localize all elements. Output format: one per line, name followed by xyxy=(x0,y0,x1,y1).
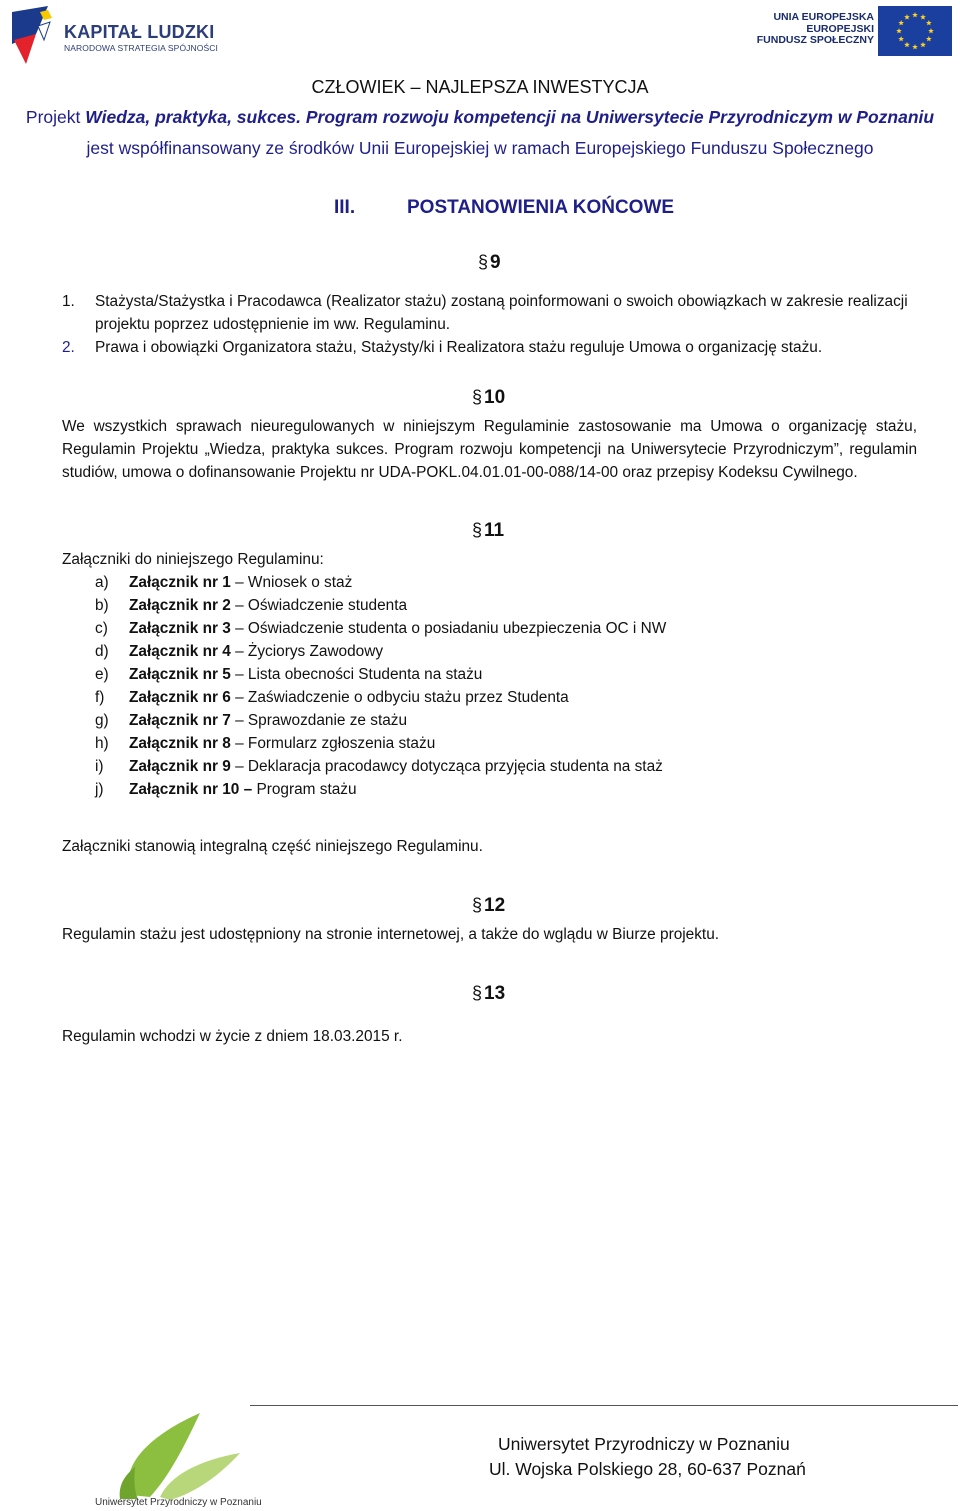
attachment-letter: c) xyxy=(95,620,108,637)
attachment-name: Załącznik nr 6 xyxy=(129,689,231,706)
attachment-item xyxy=(95,778,666,801)
project-prefix: Projekt xyxy=(25,107,86,127)
eu-line-1: UNIA EUROPEJSKA xyxy=(773,11,874,23)
attachment-dash: – xyxy=(230,689,248,706)
attachment-description: Życiorys Zawodowy xyxy=(247,643,384,660)
attachments-intro: Załączniki do niniejszego Regulaminu: xyxy=(62,551,324,568)
attachment-description: Deklaracja pracodawcy dotycząca przyjęcia studenta na staż xyxy=(247,758,663,775)
attachment-dash: – xyxy=(230,666,248,683)
attachment-description: Program stażu xyxy=(256,781,357,798)
item-text: Stażysta/Stażystka i Pracodawca (Realizator stażu) zostaną poinformowani o swoich obowiązkach w zakresie realizacji projektu poprzez udostępnienie im ww. Regulaminu. xyxy=(95,293,908,333)
paragraph-11-number: 11 xyxy=(484,520,505,541)
attachment-dash: – xyxy=(230,758,248,775)
eu-flag-icon xyxy=(878,6,952,56)
attachment-dash: – xyxy=(230,597,248,614)
attachment-name: Załącznik nr 10 xyxy=(129,781,240,798)
attachment-description: Oświadczenie studenta o posiadaniu ubezpieczenia OC i NW xyxy=(247,620,667,637)
attachment-description: Lista obecności Studenta na stażu xyxy=(247,666,483,683)
item-number: 1. xyxy=(62,293,75,310)
attachment-item xyxy=(95,571,666,594)
item-number: 2. xyxy=(62,339,75,356)
attachment-item xyxy=(95,755,666,778)
attachment-item xyxy=(95,663,666,686)
attachment-item xyxy=(95,640,666,663)
attachment-letter: g) xyxy=(95,712,109,729)
attachment-item xyxy=(95,732,666,755)
attachment-item xyxy=(95,686,666,709)
attachment-name: Załącznik nr 9 xyxy=(129,758,231,775)
paragraph-13-mark xyxy=(472,983,505,1005)
attachment-item xyxy=(95,709,666,732)
university-logo xyxy=(90,1405,270,1511)
attachment-dash: – xyxy=(230,712,248,729)
paragraph-10-mark xyxy=(472,387,505,409)
paragraph-sign: § xyxy=(472,387,483,407)
footer-university-name: Uniwersytet Przyrodniczy w Poznaniu xyxy=(498,1434,790,1454)
paragraph-13-number: 13 xyxy=(484,983,506,1004)
attachment-description: Zaświadczenie o odbyciu stażu przez Studenta xyxy=(247,689,569,706)
attachment-description: Oświadczenie studenta xyxy=(247,597,408,614)
paragraph-12-number: 12 xyxy=(484,895,506,916)
kapital-ludzki-title: KAPITAŁ LUDZKI xyxy=(64,22,215,42)
paragraph-10-text: We wszystkich sprawach nieuregulowanych w niniejszym Regulaminie zastosowanie ma Umowa o organizację stażu, Regulamin Projektu „Wiedza, praktyka sukces. Program rozwoju kompetencji na Uniwersytecie Przyrodniczym”, regulamin studiów, umowa o dofinansowanie Projektu nr UDA-POKL.04.01.01-00-088/14-00 oraz przepisy Kodeksu Cywilnego. xyxy=(62,418,917,481)
section-number: III. xyxy=(334,197,356,218)
attachment-dash: – xyxy=(230,735,248,752)
paragraph-sign: § xyxy=(472,520,483,540)
section-title: POSTANOWIENIA KOŃCOWE xyxy=(407,197,675,218)
paragraph-sign: § xyxy=(472,983,483,1003)
paragraph-9-item-2 xyxy=(62,336,932,359)
footer-divider xyxy=(250,1405,958,1406)
cofinance-line: jest współfinansowany ze środków Unii Europejskiej w ramach Europejskiego Funduszu Społecznego xyxy=(86,138,874,158)
attachment-description: Sprawozdanie ze stażu xyxy=(247,712,408,729)
attachment-dash: – xyxy=(230,620,248,637)
attachment-letter: a) xyxy=(95,574,109,591)
paragraph-12-mark xyxy=(472,895,505,917)
attachment-name: Załącznik nr 5 xyxy=(129,666,231,683)
project-title-line xyxy=(0,107,960,128)
attachment-letter: f) xyxy=(95,689,105,706)
project-name: Wiedza, praktyka, sukces. Program rozwoju kompetencji na Uniwersytecie Przyrodniczym w Poznaniu xyxy=(85,107,935,127)
attachment-item xyxy=(95,594,666,617)
attachment-dash: – xyxy=(239,781,257,798)
kapital-ludzki-subtitle: NARODOWA STRATEGIA SPÓJNOŚCI xyxy=(64,43,218,53)
paragraph-13-text: Regulamin wchodzi w życie z dniem 18.03.2015 r. xyxy=(62,1028,403,1045)
attachment-name: Załącznik nr 7 xyxy=(129,712,231,729)
paragraph-9-item-1 xyxy=(62,290,922,336)
attachments-list xyxy=(95,571,666,801)
attachments-closing: Załączniki stanowią integralną część niniejszego Regulaminu. xyxy=(62,838,483,855)
attachment-letter: h) xyxy=(95,735,109,752)
header-slogan: CZŁOWIEK – NAJLEPSZA INWESTYCJA xyxy=(311,77,649,97)
attachment-letter: d) xyxy=(95,643,109,660)
attachment-name: Załącznik nr 4 xyxy=(129,643,231,660)
attachment-name: Załącznik nr 3 xyxy=(129,620,231,637)
attachment-letter: b) xyxy=(95,597,109,614)
paragraph-12-text: Regulamin stażu jest udostępniony na stronie internetowej, a także do wglądu w Biurze projektu. xyxy=(62,926,720,943)
attachment-description: Wniosek o staż xyxy=(247,574,353,591)
attachment-letter: j) xyxy=(95,781,104,798)
attachment-dash: – xyxy=(230,574,248,591)
paragraph-10-number: 10 xyxy=(484,387,506,408)
paragraph-sign: § xyxy=(478,252,489,272)
footer-address: Ul. Wojska Polskiego 28, 60-637 Poznań xyxy=(489,1459,806,1479)
university-logo-caption: Uniwersytet Przyrodniczy w Poznaniu xyxy=(95,1497,262,1508)
eu-fund-label xyxy=(757,12,874,47)
paragraph-11-mark xyxy=(472,520,504,542)
attachment-dash: – xyxy=(230,643,248,660)
eu-line-2: EUROPEJSKI xyxy=(806,22,874,35)
attachment-description: Formularz zgłoszenia stażu xyxy=(247,735,436,752)
attachment-item xyxy=(95,617,666,640)
paragraph-9-mark xyxy=(478,252,501,274)
attachment-name: Załącznik nr 8 xyxy=(129,735,231,752)
attachment-letter: e) xyxy=(95,666,109,683)
attachment-name: Załącznik nr 1 xyxy=(129,574,231,591)
attachment-name: Załącznik nr 2 xyxy=(129,597,231,614)
eu-line-3: FUNDUSZ SPOŁECZNY xyxy=(756,34,874,46)
paragraph-sign: § xyxy=(472,895,483,915)
item-text: Prawa i obowiązki Organizatora stażu, Stażysty/ki i Realizatora stażu reguluje Umowa o organizację stażu. xyxy=(95,339,823,356)
paragraph-9-number: 9 xyxy=(490,252,501,273)
attachment-letter: i) xyxy=(95,758,104,775)
